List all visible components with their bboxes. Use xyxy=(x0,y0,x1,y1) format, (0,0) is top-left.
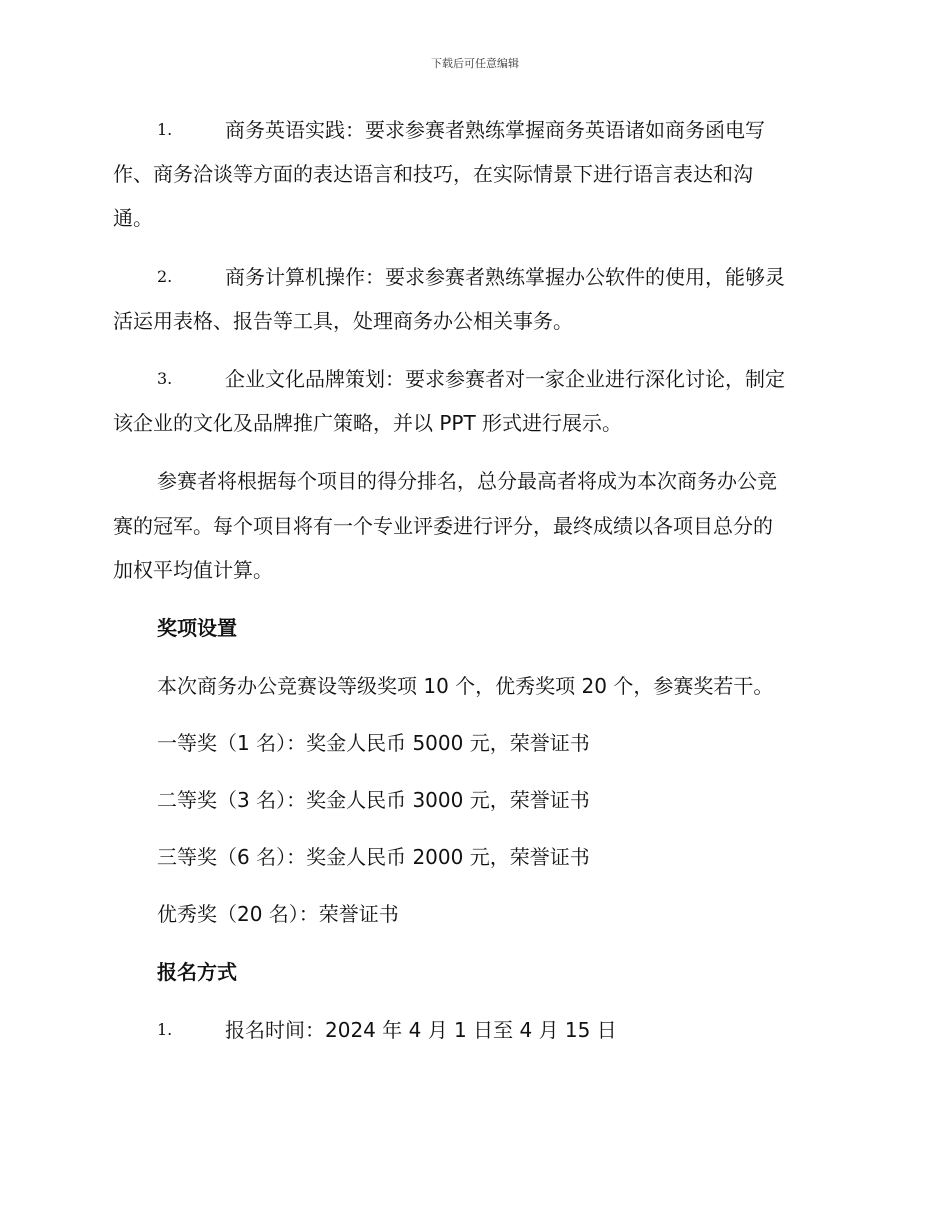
awards-heading: 奖项设置 xyxy=(157,616,237,640)
award-excellence: 优秀奖（20 名）：荣誉证书 xyxy=(157,902,399,926)
item-1-number: 1. xyxy=(157,120,173,139)
registration-heading: 报名方式 xyxy=(157,960,237,984)
item-2-line-2: 活运用表格、报告等工具，处理商务办公相关事务。 xyxy=(113,309,573,333)
item-3-number: 3. xyxy=(157,369,173,388)
award-first-prize: 一等奖（1 名）：奖金人民币 5000 元，荣誉证书 xyxy=(157,731,590,755)
registration-time: 报名时间：2024 年 4 月 1 日至 4 月 15 日 xyxy=(225,1018,617,1042)
item-1-line-1: 商务英语实践：要求参赛者熟练掌握商务英语诸如商务函电写 xyxy=(225,118,765,142)
item-1-line-3: 通。 xyxy=(113,206,153,230)
item-3-line-1: 企业文化品牌策划：要求参赛者对一家企业进行深化讨论，制定 xyxy=(225,367,785,391)
registration-item-1-number: 1. xyxy=(157,1020,173,1039)
scoring-line-1: 参赛者将根据每个项目的得分排名，总分最高者将成为本次商务办公竞 xyxy=(157,469,777,493)
award-third-prize: 三等奖（6 名）：奖金人民币 2000 元，荣誉证书 xyxy=(157,845,590,869)
scoring-line-3: 加权平均值计算。 xyxy=(113,558,273,582)
item-3-line-2: 该企业的文化及品牌推广策略，并以 PPT 形式进行展示。 xyxy=(113,411,623,435)
scoring-line-2: 赛的冠军。每个项目将有一个专业评委进行评分，最终成绩以各项目总分的 xyxy=(113,514,773,538)
item-1-line-2: 作、商务洽谈等方面的表达语言和技巧，在实际情景下进行语言表达和沟 xyxy=(113,162,753,186)
award-second-prize: 二等奖（3 名）：奖金人民币 3000 元，荣誉证书 xyxy=(157,788,590,812)
header-note: 下载后可任意编辑 xyxy=(431,57,519,70)
item-2-number: 2. xyxy=(157,267,173,286)
awards-intro: 本次商务办公竞赛设等级奖项 10 个，优秀奖项 20 个，参赛奖若干。 xyxy=(157,674,774,698)
item-2-line-1: 商务计算机操作：要求参赛者熟练掌握办公软件的使用，能够灵 xyxy=(225,265,785,289)
